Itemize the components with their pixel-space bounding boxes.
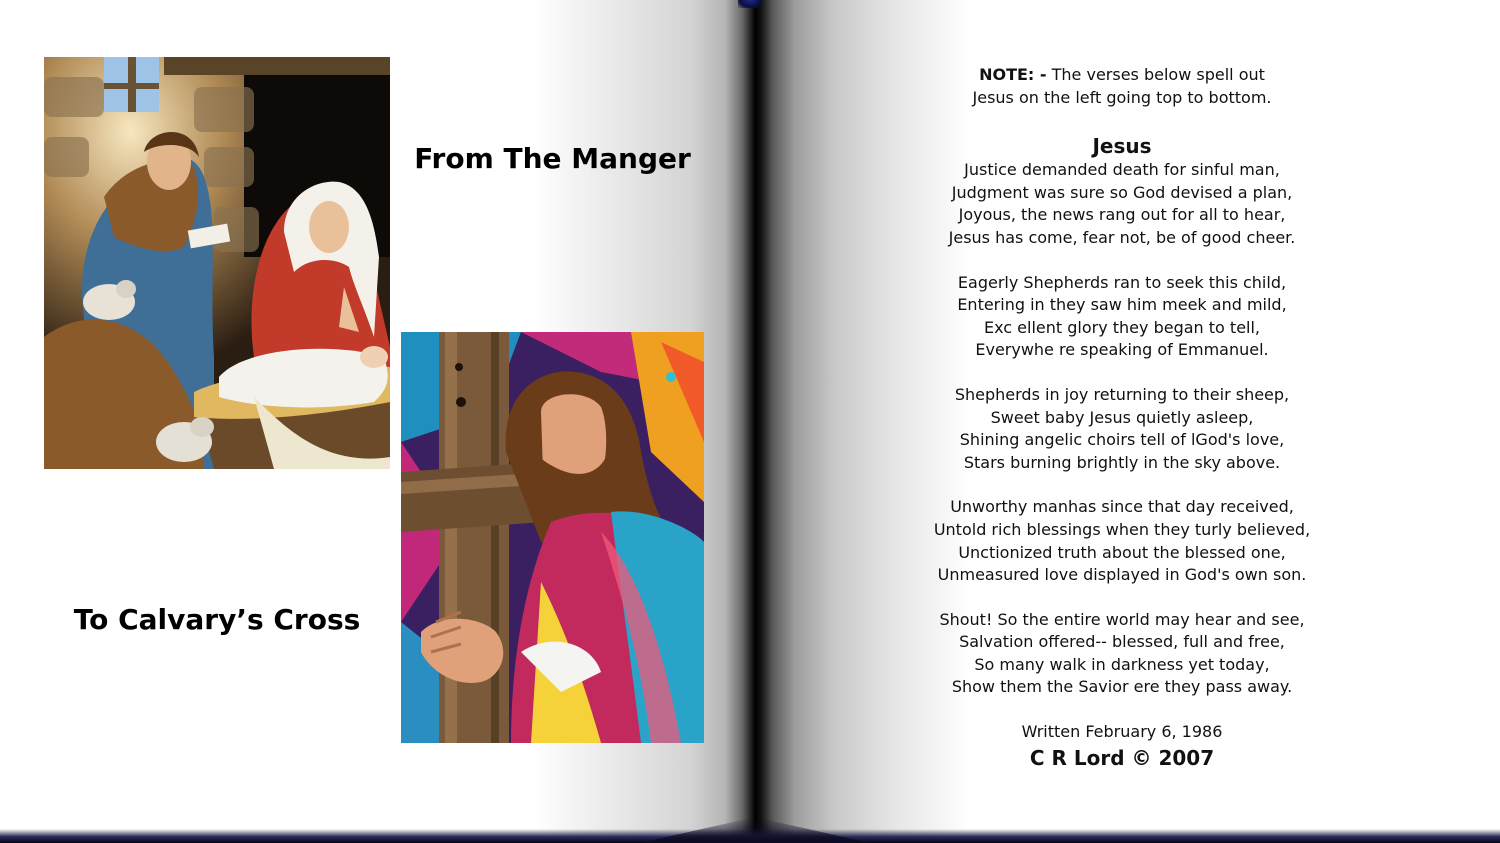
note-line-1 xyxy=(905,64,1339,87)
poem-line: Show them the Savior ere they pass away. xyxy=(951,677,1293,697)
poem-line: Stars burning brightly in the sky above. xyxy=(963,452,1281,472)
poem-title: Jesus xyxy=(1092,134,1152,159)
poem-line: Judgment was sure so God devised a plan, xyxy=(951,182,1293,202)
poem-block xyxy=(905,64,1339,772)
stanza-4 xyxy=(905,496,1339,586)
nativity-illustration-icon xyxy=(44,57,390,469)
note-label: NOTE: - xyxy=(979,65,1047,84)
poem-line: Unworthy manhas since that day received, xyxy=(950,497,1294,517)
poem-line: Shout! So the entire world may hear and see, xyxy=(939,609,1305,629)
poem-line: So many walk in darkness yet today, xyxy=(974,654,1270,674)
stanza-3 xyxy=(905,384,1339,474)
poem-line: Untold rich blessings when they turly believed, xyxy=(933,519,1311,539)
poem-line: Eagerly Shepherds ran to seek this child, xyxy=(957,272,1287,292)
stanza-2 xyxy=(905,272,1339,362)
poem-line: Sweet baby Jesus quietly asleep, xyxy=(990,407,1254,427)
note-line-2: Jesus on the left going top to bottom. xyxy=(972,87,1272,107)
jesus-carrying-cross-illustration-icon xyxy=(401,332,704,743)
cross-image xyxy=(401,332,704,743)
poem-line: Shining angelic choirs tell of lGod's love, xyxy=(959,430,1285,450)
poem-line: Justice demanded death for sinful man, xyxy=(964,160,1280,180)
book-spine xyxy=(738,0,762,8)
author-copyright: C R Lord © 2007 xyxy=(1029,745,1215,770)
poem-line: Unmeasured love displayed in God's own son. xyxy=(937,565,1307,585)
note-text-1: The verses below spell out xyxy=(1051,65,1265,84)
poem-line: Salvation offered-- blessed, full and free, xyxy=(959,632,1285,652)
poem-line: Jesus has come, fear not, be of good cheer. xyxy=(948,227,1296,247)
poem-line: Joyous, the news rang out for all to hear, xyxy=(958,205,1286,225)
poem-line: Shepherds in joy returning to their sheep, xyxy=(954,384,1290,404)
stanza-1 xyxy=(905,159,1339,249)
poem-line: Exc ellent glory they began to tell, xyxy=(983,317,1261,337)
poem-line: Entering in they saw him meek and mild, xyxy=(957,295,1287,315)
nativity-image xyxy=(44,57,390,469)
poem-line: Everywhe re speaking of Emmanuel. xyxy=(975,340,1269,360)
title-from-the-manger: From The Manger xyxy=(414,142,691,175)
title-to-calvarys-cross: To Calvary’s Cross xyxy=(73,603,361,636)
stanza-5 xyxy=(905,609,1339,699)
poem-line: Unctionized truth about the blessed one, xyxy=(958,542,1286,562)
written-date: Written February 6, 1986 xyxy=(1021,722,1223,742)
